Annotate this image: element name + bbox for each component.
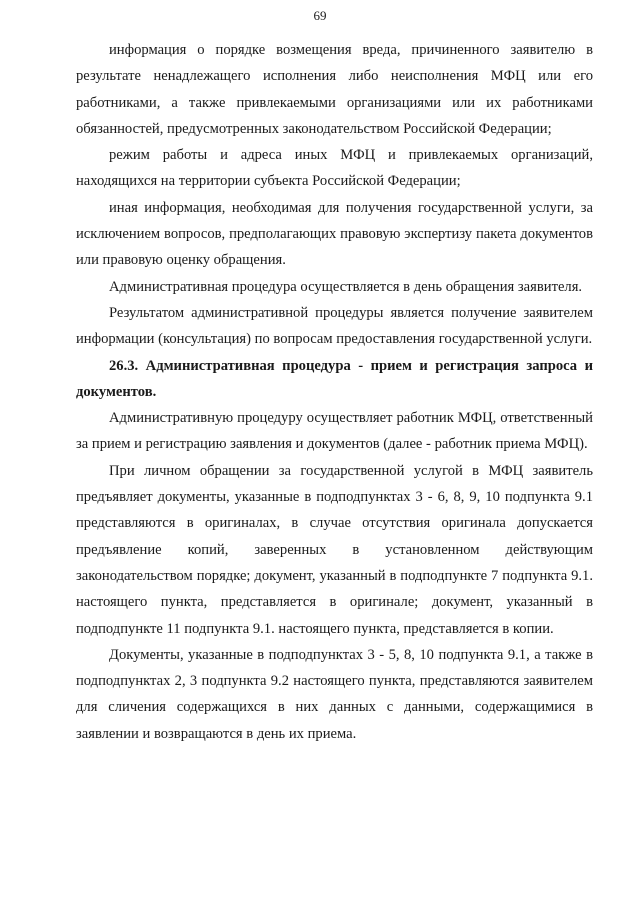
page-number: 69 xyxy=(313,8,327,23)
document-body xyxy=(76,37,593,747)
paragraph-procedure-timing: Административная процедура осуществляется в день обращения заявителя. xyxy=(109,278,583,295)
paragraph-procedure-result: Результатом административной процедуры является получение заявителем информации (консультация) по вопросам предоставления государственной услуги. xyxy=(76,304,593,348)
paragraph-damage-compensation-info: информация о порядке возмещения вреда, причиненного заявителю в результате ненадлежащего исполнения либо неисполнения МФЦ или его работниками, а также привлекаемыми организациями или их работниками обязанностей, предусмотренных законодательством Российской Федерации; xyxy=(76,42,593,137)
paragraph-responsible-employee: Административную процедуру осуществляет работник МФЦ, ответственный за прием и регистрацию заявления и документов (далее - работник приема МФЦ). xyxy=(76,410,593,453)
paragraph-document-verification: Документы, указанные в подподпунктах 3 - 5, 8, 10 подпункта 9.1, а также в подподпунктах 2, 3 подпункта 9.2 настоящего пункта, представляются заявителем для сличения содержащихся в них данных с данными, содержащимися в заявлении и возвращаются в день их приема. xyxy=(76,646,593,742)
paragraph-personal-submission: При личном обращении за государственной услугой в МФЦ заявитель предъявляет документы, указанные в подподпунктах 3 - 6, 8, 9, 10 подпункта 9.1 представляются в оригиналах, в случае отсутствия оригинала допускается предъявление копий, заверенных в установленном действующим законодательством порядке; документ, указанный в подподпункте 7 подпункта 9.1. настоящего пункта, представляется в оригинале; документ, указанный в подподпункте 11 подпункта 9.1. настоящего пункта, представляется в копии. xyxy=(76,462,593,637)
section-heading-26-3: 26.3. Административная процедура - прием и регистрация запроса и документов. xyxy=(76,357,593,400)
paragraph-other-information: иная информация, необходимая для получения государственной услуги, за исключением вопросов, предполагающих правовую экспертизу пакета документов или правовую оценку обращения. xyxy=(76,199,593,269)
paragraph-mfc-working-hours: режим работы и адреса иных МФЦ и привлекаемых организаций, находящихся на территории субъекта Российской Федерации; xyxy=(76,147,593,190)
